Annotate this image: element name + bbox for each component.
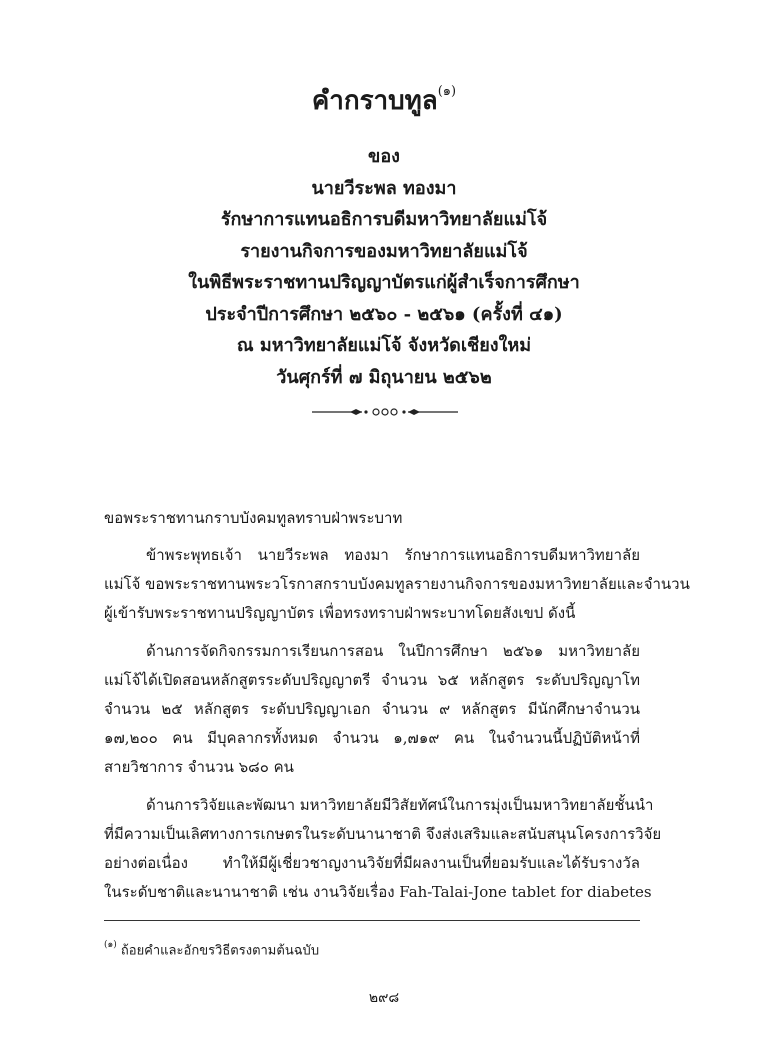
paragraph-line: ที่มีความเป็นเลิศทางการเกษตรในระดับนานาชาติ จึงส่งเสริมและสนับสนุนโครงการวิจัย [104,825,662,843]
paragraph-line: แม่โจ้ได้เปิดสอนหลักสูตรระดับปริญญาตรี จำนวน ๖๕ หลักสูตร ระดับปริญญาโท [104,671,640,689]
heading-block [0,141,768,393]
paragraph-line: แม่โจ้ ขอพระราชทานพระวโรกาสกราบบังคมทูลรายงานกิจการของมหาวิทยาลัยและจำนวน [104,575,690,593]
footnote-divider [104,920,640,921]
paragraph-line: ข้าพระพุทธเจ้า นายวีระพล ทองมา รักษาการแทนอธิการบดีมหาวิทยาลัย [146,546,640,564]
ornament-divider-icon [310,400,460,424]
title-text: คำกราบทูล [311,86,438,116]
footnote-marker: (๑) [104,940,117,950]
heading-line: ของ [368,146,400,167]
heading-line: วันศุกร์ที่ ๗ มิถุนายน ๒๕๖๒ [276,366,492,388]
heading-line: ประจำปีการศึกษา ๒๕๖๐ - ๒๕๖๑ (ครั้งที่ ๔๑) [205,303,563,325]
paragraph [104,791,662,907]
heading-line: รักษาการแทนอธิการบดีมหาวิทยาลัยแม่โจ้ [220,209,548,230]
heading-line: รายงานกิจการของมหาวิทยาลัยแม่โจ้ [240,240,528,262]
salutation: ขอพระราชทานกราบบังคมทูลทราบฝ่าพระบาท [104,509,403,527]
footnote-text: ถ้อยคำและอักขรวิธีตรงตามต้นฉบับ [120,943,320,959]
page-number: ๒๙๘ [368,990,400,1006]
paragraph-line: ในระดับชาติและนานาชาติ เช่น งานวิจัยเรื่อง Fah-Talai-Jone tablet for diabetes [104,883,652,901]
heading-line: นายวีระพล ทองมา [311,177,457,199]
paragraph [104,637,640,782]
paragraph-line: สายวิชาการ จำนวน ๖๘๐ คน [104,758,294,776]
heading-line: ณ มหาวิทยาลัยแม่โจ้ จังหวัดเชียงใหม่ [236,335,532,356]
footnote [104,939,319,960]
paragraph-line: จำนวน ๒๕ หลักสูตร ระดับปริญญาเอก จำนวน ๙ หลักสูตร มีนักศึกษาจำนวน [104,700,640,718]
paragraph-line: ๑๗,๒๐๐ คน มีบุคลากรทั้งหมด จำนวน ๑,๗๑๙ คน ในจำนวนนี้ปฏิบัติหน้าที่ [104,729,640,747]
paragraph-line: ผู้เข้ารับพระราชทานปริญญาบัตร เพื่อทรงทราบฝ่าพระบาทโดยสังเขป ดังนี้ [104,604,576,622]
paragraph-line: อย่างต่อเนื่อง ทำให้มีผู้เชี่ยวชาญงานวิจัยที่มีผลงานเป็นที่ยอมรับและได้รับรางวัล [104,854,640,872]
heading-line: ในพิธีพระราชทานปริญญาบัตรแก่ผู้สำเร็จการศึกษา [188,272,580,293]
title-footnote-marker: (๑) [437,84,457,100]
paragraph [104,541,690,628]
body-text [104,504,690,916]
paragraph-line: ด้านการวิจัยและพัฒนา มหาวิทยาลัยมีวิสัยทัศน์ในการมุ่งเป็นมหาวิทยาลัยชั้นนำ [146,796,654,814]
page-title [0,80,768,121]
paragraph-line: ด้านการจัดกิจกรรมการเรียนการสอน ในปีการศึกษา ๒๕๖๑ มหาวิทยาลัย [146,642,640,660]
